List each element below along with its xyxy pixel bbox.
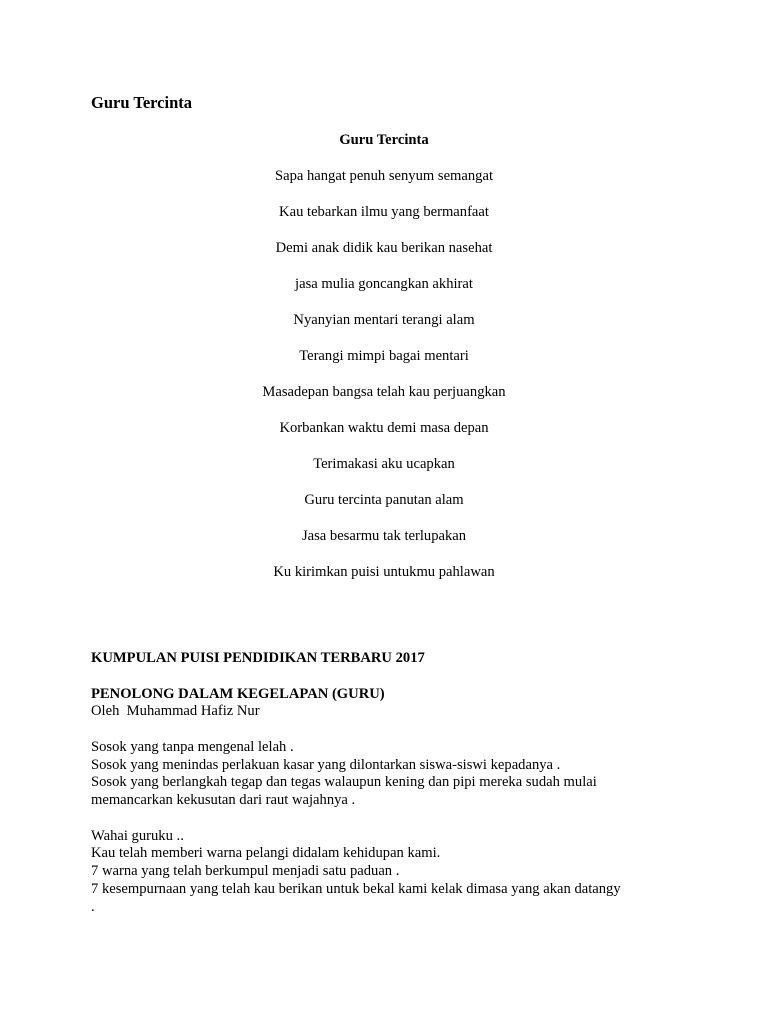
poem-line: 7 kesempurnaan yang telah kau berikan untuk bekal kami kelak dimasa yang akan datangy [91,880,621,897]
poem-title: PENOLONG DALAM KEGELAPAN (GURU) [91,685,385,702]
blank-line [91,810,677,828]
poem-line: Jasa besarmu tak terlupakan [301,528,467,544]
poem-line: 7 warna yang telah berkumpul menjadi satu paduan . [91,863,400,879]
stanza [91,739,677,810]
poem-line: Wahai guruku .. [91,827,184,844]
poem-author: Oleh Muhammad Hafiz Nur [91,703,260,720]
poem-line: Nyanyian mentari terangi alam [293,312,475,328]
poem-line: Korbankan waktu demi masa depan [279,420,489,436]
poem-line: Guru tercinta panutan alam [304,492,464,508]
stanza [91,828,677,917]
poem-line: Terimakasi aku ucapkan [313,456,455,472]
collection-heading: KUMPULAN PUISI PENDIDIKAN TERBARU 2017 [91,650,425,666]
poem-line: Kau tebarkan ilmu yang bermanfaat [279,204,489,220]
poem-line: Masadepan bangsa telah kau perjuangkan [262,384,506,400]
poem-line: Kau telah memberi warna pelangi didalam kehidupan kami. [91,845,441,862]
blank-line [91,721,677,739]
blank-line [91,668,677,686]
poem-line: Terangi mimpi bagai mentari [299,348,469,364]
poem-line: jasa mulia goncangkan akhirat [295,276,473,292]
poem-line: Sosok yang berlangkah tegap dan tegas walaupun kening dan pipi mereka sudah mulai [91,774,597,791]
poem-line: Demi anak didik kau berikan nasehat [275,240,493,256]
poem-line: memancarkan kekusutan dari raut wajahnya . [91,792,356,808]
poem-line: Sapa hangat penuh senyum semangat [274,168,494,184]
poem-line: . [91,898,95,915]
poem-guru-tercinta [91,122,677,590]
poem-line: Sosok yang menindas perlakuan kasar yang dilontarkan siswa-siswi kepadanya . [91,756,561,773]
poem-line: Sosok yang tanpa mengenal lelah . [91,738,294,755]
poem-collection-section [91,650,677,916]
poem-title: Guru Tercinta [339,132,429,148]
document-heading: Guru Tercinta [91,93,193,112]
poem-line: Ku kirimkan puisi untukmu pahlawan [273,564,495,580]
